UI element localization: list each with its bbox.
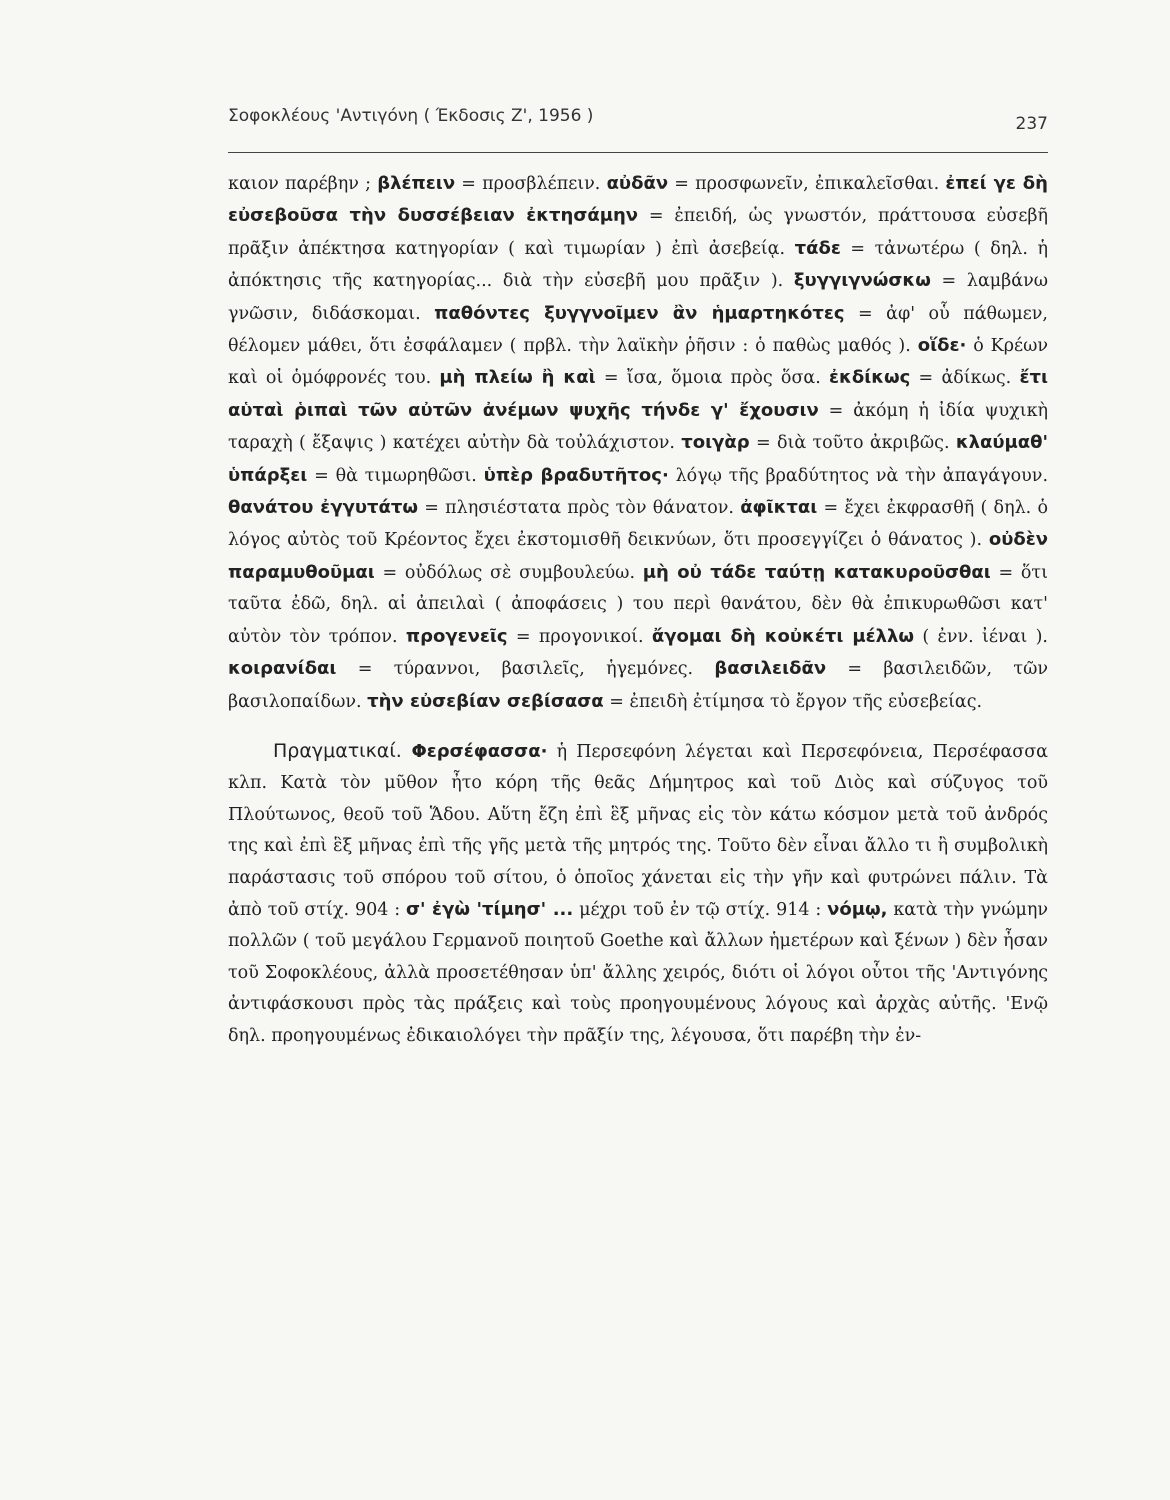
lemma-term: οὐδὲν παραμυθοῦμαι	[228, 529, 1048, 583]
gloss-text: = ἀκόμη ἡ ἰδία ψυχικὴ ταραχὴ ( ἔξαψις ) κατέχει αὐτὴν δὰ τοὐλάχιστον.	[228, 400, 1048, 454]
header-title: Σοφοκλέους 'Αντιγόνη ( Έκδοσις Ζ', 1956 )	[228, 106, 594, 126]
lemma-term: κλαύμαθ' ὑπάρξει	[228, 432, 1049, 486]
gloss-text: = ὅτι ταῦτα ἐδῶ, δηλ. αἱ ἀπειλαὶ ( ἀποφάσεις ) του περὶ θανάτου, δὲν θὰ ἐπικυρωθῶσι κατ' αὐτὸν τὸν τρόπον.	[228, 562, 1048, 647]
gloss-text: καιον παρέβην ;	[228, 174, 378, 194]
running-header	[228, 102, 1048, 153]
gloss-text: = τἀνωτέρω ( δηλ. ἡ ἀπόκτησις τῆς κατηγορίας... διὰ τὴν εὐσεβῆ μου πρᾶξιν ).	[228, 238, 1048, 292]
lemma-term: κοιρανίδαι	[228, 658, 337, 680]
page-body	[228, 168, 1048, 1052]
lemma-term: Φερσέφασσα·	[411, 740, 548, 762]
lemma-term: τοιγὰρ	[681, 432, 750, 454]
gloss-text: = λαμβάνω γνῶσιν, διδάσκομαι.	[228, 271, 1048, 324]
lemma-term: τάδε	[794, 237, 841, 259]
gloss-text: λόγῳ τῆς βραδύτητος νὰ τὴν ἀπαγάγουν.	[668, 465, 1049, 486]
gloss-text: ( ἐνν. ἰέναι ).	[914, 626, 1048, 647]
commentary-paragraph	[228, 168, 1048, 718]
page-number: 237	[1015, 114, 1048, 134]
lemma-term: σ' ἐγὼ 'τίμησ' ...	[405, 898, 574, 920]
lemma-term: βλέπειν	[377, 173, 456, 194]
lemma-term: παθόντες ξυγγνοῖμεν ἂν ἡμαρτηκότες	[434, 302, 845, 324]
lemma-term: ξυγγιγνώσκω	[793, 270, 931, 292]
lemma-term: ἐπεί γε δὴ εὐσεβοῦσα τὴν δυσσέβειαν ἐκτησάμην	[228, 173, 1048, 227]
lemma-term: αὐδᾶν	[606, 173, 669, 194]
lemma-term: ἄγομαι δὴ κοὐκέτι μέλλω	[651, 625, 915, 647]
lemma-term: ἔτι αὑταὶ ῥιπαὶ τῶν αὐτῶν ἀνέμων ψυχῆς τήνδε γ' ἔχουσιν	[228, 367, 1049, 421]
lemma-term: μὴ οὐ τάδε ταύτῃ κατακυροῦσθαι	[642, 561, 991, 583]
gloss-text: = τύραννοι, βασιλεῖς, ἡγεμόνες.	[336, 659, 715, 680]
lemma-term: ὑπὲρ βραδυτῆτος·	[483, 464, 669, 486]
pragmatikai-paragraph	[228, 736, 1048, 1052]
gloss-text: = προσφωνεῖν, ἐπικαλεῖσθαι.	[668, 174, 946, 194]
gloss-text: κατὰ τὴν γνώμην πολλῶν ( τοῦ μεγάλου Γερμανοῦ ποιητοῦ Goethe καὶ ἄλλων ἡμετέρων καὶ ξένων ) δὲν ἦσαν τοῦ Σοφοκλέους, ἀλλὰ προσετέθησαν ὑπ' ἄλλης χειρός, διότι οἱ λόγοι οὗτοι τῆς 'Αντιγόνης ἀντιφάσκουσι πρὸς τὰς πράξεις καὶ τοὺς προηγουμένους λόγους καὶ ἀρχὰς αὐτῆς. 'Ενῷ δηλ. προηγουμένως ἐδικαιολόγει τὴν πρᾶξίν της, λέγουσα, ὅτι παρέβη τὴν ἐν-	[228, 899, 1048, 1046]
lemma-term: νόμῳ,	[827, 898, 888, 920]
lemma-term: τὴν εὐσεβίαν σεβίσασα	[367, 690, 604, 712]
lemma-term: ἀφῖκται	[740, 497, 818, 519]
gloss-text: = βασιλειδῶν, τῶν βασιλοπαίδων.	[228, 659, 1048, 712]
gloss-text: = πλησιέστατα πρὸς τὸν θάνατον.	[418, 498, 741, 519]
gloss-text: = οὐδόλως σὲ συμβουλεύω.	[374, 562, 643, 583]
gloss-text: = ἐπειδή, ὡς γνωστόν, πράττουσα εὐσεβῆ πρᾶξιν ἀπέκτησα κατηγορίαν ( καὶ τιμωρίαν ) ἐπὶ ἀσεβείᾳ.	[228, 206, 1048, 259]
lemma-term: οἵδε·	[917, 335, 967, 357]
lemma-term: μὴ πλείω ἢ καὶ	[439, 367, 596, 389]
lemma-term: προγενεῖς	[405, 625, 508, 647]
gloss-text: = θὰ τιμωρηθῶσι.	[307, 465, 484, 486]
gloss-text: = ἀδίκως.	[910, 368, 1020, 389]
gloss-text: = ἀφ' οὗ πάθωμεν, θέλομεν μάθει, ὅτι ἐσφάλαμεν ( πρβλ. τὴν λαϊκὴν ῥῆσιν : ὁ παθὼς μαθός ).	[228, 303, 1048, 357]
gloss-text: ἡ Περσεφόνη λέγεται καὶ Περσεφόνεια, Περσέφασσα κλπ. Κατὰ τὸν μῦθον ἦτο κόρη τῆς θεᾶς Δήμητρος καὶ τοῦ Διὸς καὶ σύζυγος τοῦ Πλούτωνος, θεοῦ τοῦ Ἅδου. Αὕτη ἔζη ἐπὶ ἓξ μῆνας εἰς τὸν κάτω κόσμον μετὰ τοῦ ἀνδρός της καὶ ἐπὶ ἓξ μῆνας ἐπὶ τῆς γῆς μετὰ τῆς μητρός της. Τοῦτο δὲν εἶναι ἄλλο τι ἢ συμβολικὴ παράστασις τοῦ σπόρου τοῦ σίτου, ὁ ὁποῖος χάνεται εἰς τὴν γῆν καὶ φυτρώνει πάλιν. Τὰ ἀπὸ τοῦ στίχ. 904 :	[228, 741, 1049, 920]
gloss-text: = ἴσα, ὅμοια πρὸς ὅσα.	[595, 368, 830, 389]
gloss-text: μέχρι τοῦ ἐν τῷ στίχ. 914 :	[573, 899, 828, 920]
gloss-text: = προγονικοί.	[507, 626, 652, 647]
gloss-text: ὁ Κρέων καὶ οἱ ὁμόφρονές του.	[228, 336, 1048, 389]
section-label: Πραγματικαί.	[273, 739, 412, 762]
lemma-term: βασιλειδᾶν	[714, 658, 827, 680]
lemma-term: θανάτου ἐγγυτάτω	[228, 497, 418, 519]
gloss-text: = ἔχει ἐκφρασθῆ ( δηλ. ὁ λόγος αὐτὸς τοῦ Κρέοντος ἔχει ἐκστομισθῆ δεικνύων, ὅτι προσεγγίζει ὁ θάνατος ).	[228, 498, 1048, 551]
gloss-text: = προσβλέπειν.	[455, 174, 607, 194]
lemma-term: ἐκδίκως	[829, 367, 911, 389]
gloss-text: = διὰ τοῦτο ἀκριβῶς.	[749, 433, 956, 454]
gloss-text: = ἐπειδὴ ἐτίμησα τὸ ἔργον τῆς εὐσεβείας.	[603, 691, 983, 712]
